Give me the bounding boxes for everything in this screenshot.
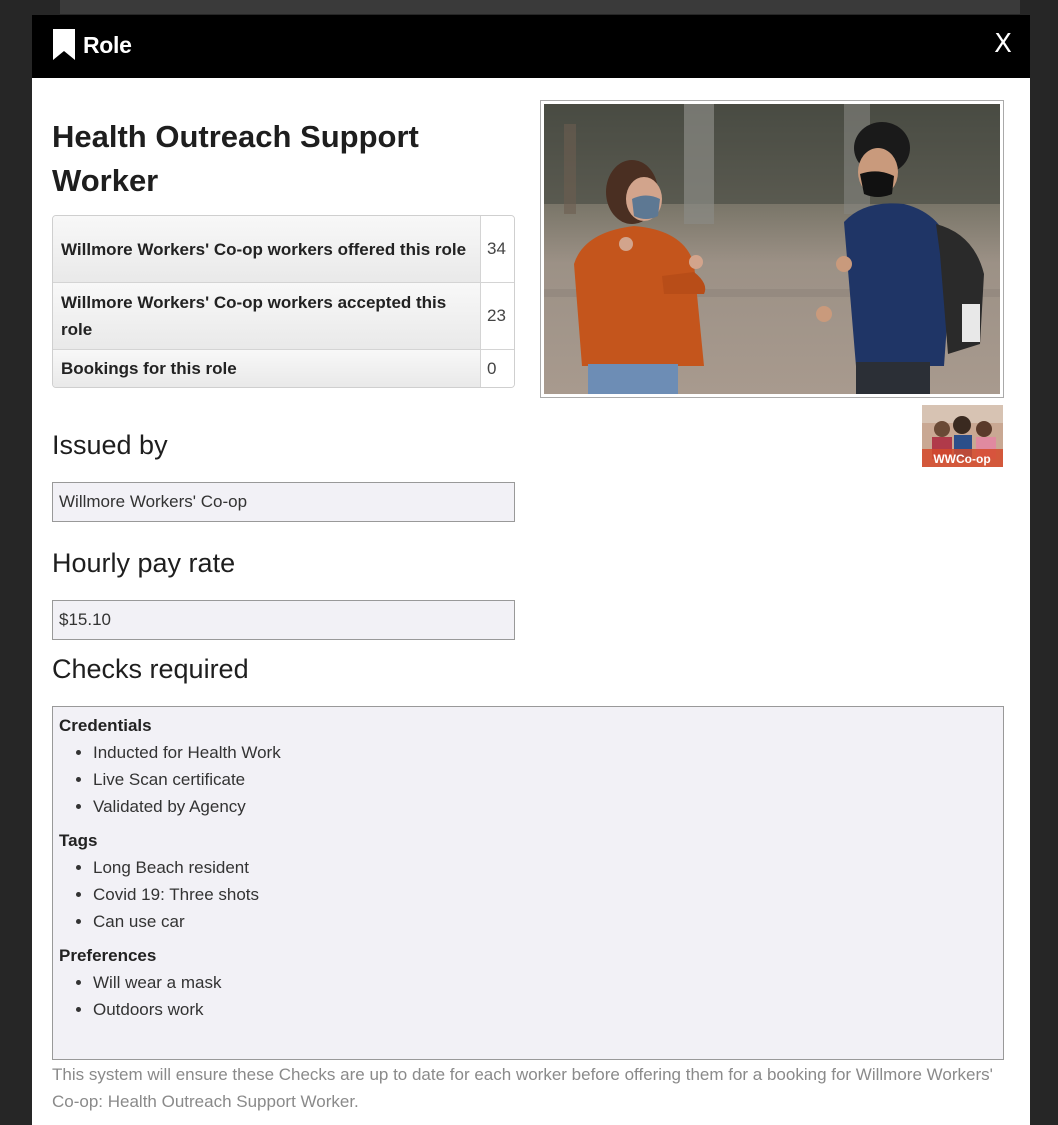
stat-label: Willmore Workers' Co-op workers accepted this role	[53, 283, 481, 350]
table-row	[53, 216, 514, 283]
list-item: • Validated by Agency	[93, 793, 997, 820]
role-stats-table	[52, 215, 515, 388]
checks-heading: Checks required	[52, 654, 249, 684]
modal-header	[32, 15, 1030, 78]
check-group-title: Tags	[59, 831, 98, 850]
stat-value: 0	[481, 350, 514, 387]
tags-list	[59, 854, 997, 935]
table-row	[53, 350, 514, 387]
table-row	[53, 283, 514, 350]
checks-footnote: This system will ensure these Checks are up to date for each worker before offering them for a booking for Willmore Workers' Co-op: Health Outreach Support Worker.	[52, 1065, 993, 1111]
role-title: Health Outreach Support Worker	[52, 119, 419, 198]
list-item: • Will wear a mask	[93, 969, 997, 996]
list-item: • Outdoors work	[93, 996, 997, 1023]
issued-by-heading: Issued by	[52, 430, 168, 460]
issued-by-field[interactable]	[52, 482, 515, 522]
stat-value: 23	[481, 283, 514, 350]
stat-label: Bookings for this role	[53, 350, 481, 387]
close-icon: X	[994, 29, 1012, 59]
pay-rate-heading: Hourly pay rate	[52, 548, 236, 578]
modal-title	[52, 29, 132, 61]
close-button[interactable]	[988, 27, 1018, 61]
coop-logo-text: WWCo-op	[933, 452, 991, 466]
stat-label: Willmore Workers' Co-op workers offered this role	[53, 216, 481, 283]
pay-rate-field[interactable]	[52, 600, 515, 640]
role-modal	[32, 15, 1030, 1125]
stat-value: 34	[481, 216, 514, 283]
modal-title-text: Role	[83, 31, 132, 58]
list-item: • Can use car	[93, 908, 997, 935]
bookmark-icon	[52, 29, 76, 61]
check-group-title: Preferences	[59, 946, 157, 965]
list-item: • Long Beach resident	[93, 854, 997, 881]
credentials-list	[59, 739, 997, 820]
role-photo	[540, 100, 1004, 398]
check-group-title: Credentials	[59, 716, 152, 735]
list-item: • Inducted for Health Work	[93, 739, 997, 766]
preferences-list	[59, 969, 997, 1023]
list-item: • Live Scan certificate	[93, 766, 997, 793]
coop-logo	[922, 405, 1003, 467]
checks-required-box	[52, 706, 1004, 1060]
backdrop-strip	[60, 0, 1020, 14]
list-item: • Covid 19: Three shots	[93, 881, 997, 908]
